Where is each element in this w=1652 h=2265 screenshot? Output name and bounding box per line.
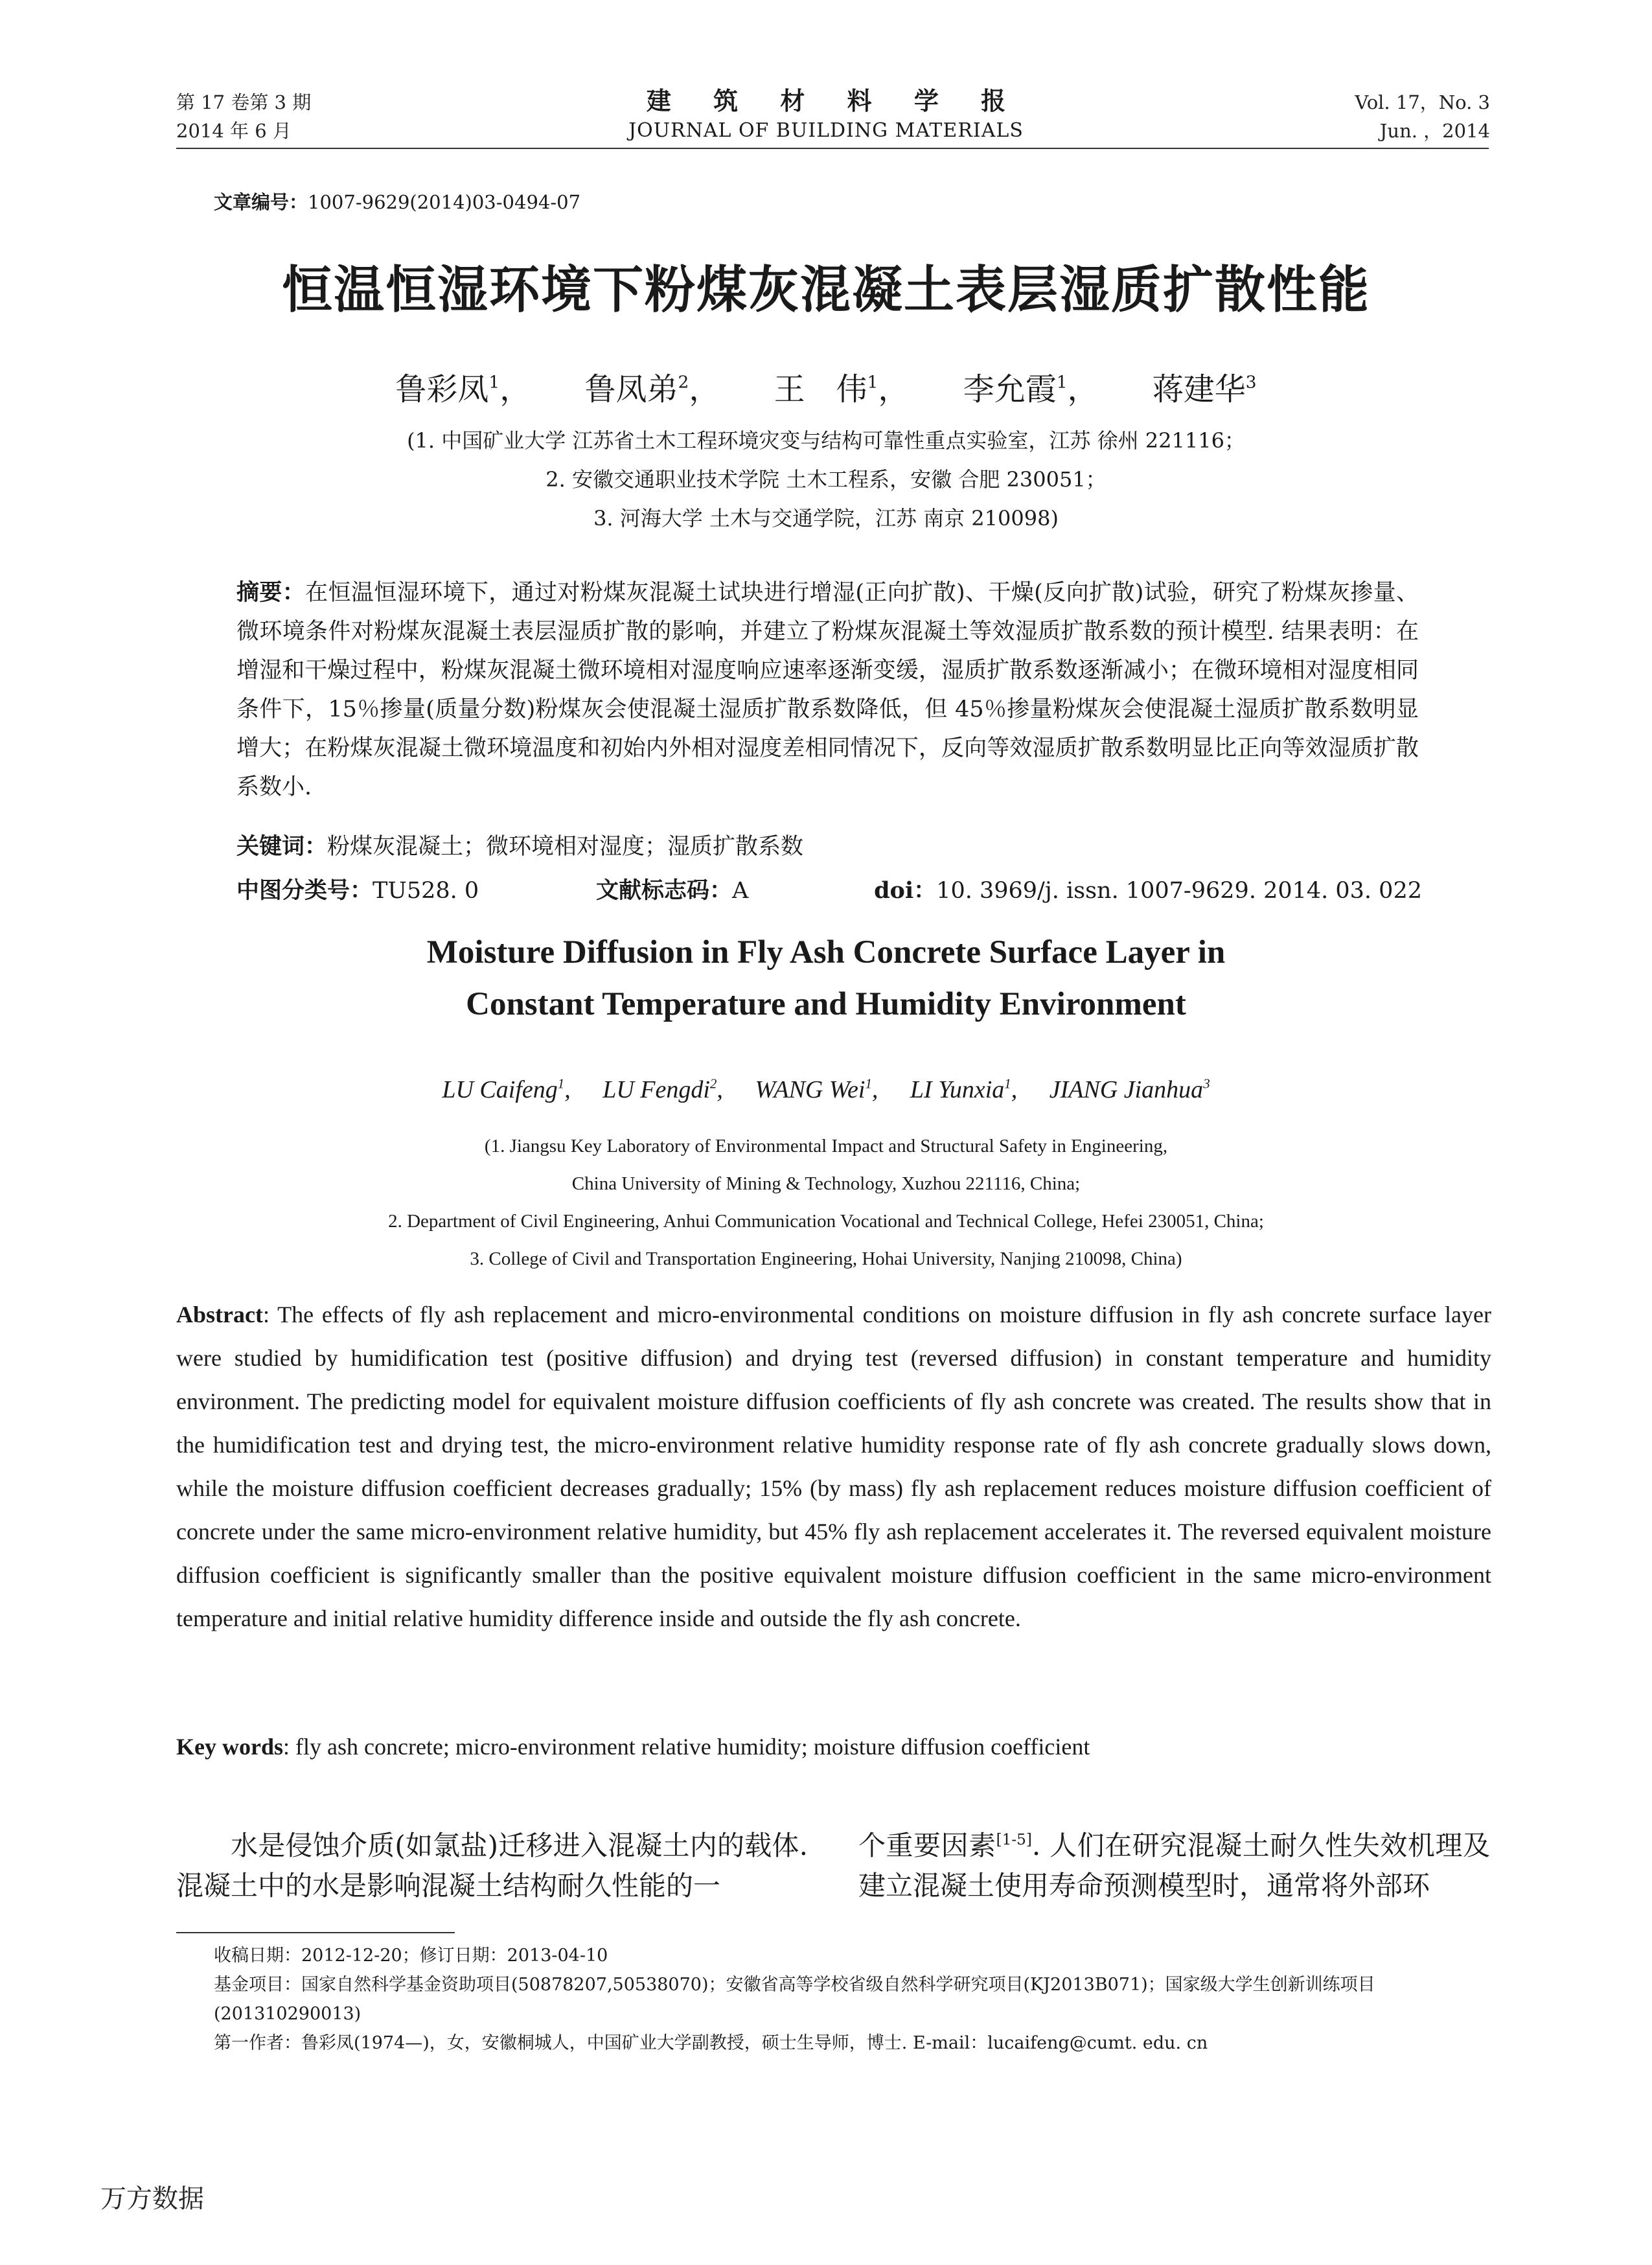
database-watermark: 万方数据 bbox=[100, 2184, 204, 2214]
affiliation-cn: 3. 河海大学 土木与交通学院，江苏 南京 210098) bbox=[593, 506, 1059, 531]
author-cn: 王 伟$^1$， bbox=[774, 371, 910, 408]
footnotes bbox=[214, 1941, 1490, 2058]
author-en: LU Caifeng$^1$, bbox=[442, 1075, 571, 1103]
article-number-label: 文章编号： bbox=[214, 191, 308, 213]
keywords-en: Key words: fly ash concrete; micro-environment relative humidity; moisture diffusion coefficient bbox=[176, 1734, 1090, 1760]
abstract-en: Abstract: The effects of fly ash replacement and micro-environmental conditions on moisture diffusion in fly ash concrete surface layer were studied by humidification test (positive diffusion) and drying test (reversed diffusion) in constant temperature and humidity environment. The predicting model for equivalent moisture diffusion coefficients of fly ash concrete was created. The results show that in the humidification test and drying test, the micro-environment relative humidity response rate of fly ash concrete gradually slows down, while the moisture diffusion coefficient decreases gradually; 15% (by mass) fly ash replacement reduces moisture diffusion coefficient of concrete under the same micro-environment relative humidity, but 45% fly ash replacement accelerates it. The reversed equivalent moisture diffusion coefficient is significantly smaller than the positive equivalent moisture diffusion coefficient in the same micro-environment temperature and initial relative humidity difference inside and outside the fly ash concrete. bbox=[176, 1302, 1491, 1631]
affiliation-en: 2. Department of Civil Engineering, Anhui Communication Vocational and Technical College, Hefei 230051, China; bbox=[388, 1211, 1264, 1232]
clc-number: 中图分类号：TU528. 0 bbox=[236, 878, 479, 904]
author-list-cn bbox=[0, 364, 1652, 409]
author-en: JIANG Jianhua$^3$ bbox=[1049, 1075, 1210, 1103]
header-volume-info-en bbox=[1355, 88, 1490, 145]
citation: [1-5] bbox=[996, 1831, 1032, 1848]
abstract-cn bbox=[236, 573, 1419, 807]
paper-title-en-line1: Moisture Diffusion in Fly Ash Concrete Surface Layer in bbox=[426, 934, 1226, 971]
footnote-funding: 基金项目：国家自然科学基金资助项目(50878207,50538070)；安徽省高等学校省级自然科学研究项目(KJ2013B071)；国家级大学生创新训练项目(201310290013) bbox=[214, 1975, 1375, 2024]
keywords-en-label: Key words bbox=[176, 1734, 283, 1760]
affiliation-en: 3. College of Civil and Transportation Engineering, Hohai University, Nanjing 210098, China) bbox=[470, 1248, 1182, 1269]
author-cn: 鲁凤弟$^2$， bbox=[584, 371, 720, 408]
abstract-en-label: Abstract bbox=[176, 1302, 263, 1328]
paper-title-cn: 恒温恒湿环境下粉煤灰混凝土表层湿质扩散性能 bbox=[281, 261, 1370, 319]
author-en: LI Yunxia$^1$, bbox=[910, 1075, 1018, 1103]
header-date: 2014 年 6 月 bbox=[176, 120, 292, 142]
keywords-cn-label: 关键词： bbox=[236, 834, 328, 860]
affiliation-cn: 2. 安徽交通职业技术学院 土木工程系，安徽 合肥 230051； bbox=[545, 467, 1107, 492]
paper-title-en bbox=[0, 926, 1652, 1030]
abstract-cn-label: 摘要： bbox=[236, 580, 306, 606]
footnote-first-author: 第一作者：鲁彩凤(1974—)，女，安徽桐城人，中国矿业大学副教授，硕士生导师，博士. E-mail：lucaifeng@cumt. edu. cn bbox=[214, 2033, 1208, 2053]
author-en: LU Fengdi$^2$, bbox=[602, 1075, 723, 1103]
affiliations-cn bbox=[0, 421, 1652, 538]
author-cn: 蒋建华$^3$ bbox=[1152, 371, 1257, 408]
abstract-cn-text: 在恒温恒湿环境下，通过对粉煤灰混凝土试块进行增湿(正向扩散)、干燥(反向扩散)试验，研究了粉煤灰掺量、微环境条件对粉煤灰混凝土表层湿质扩散的影响，并建立了粉煤灰混凝土等效湿质扩散系数的预计模型. 结果表明：在增湿和干燥过程中，粉煤灰混凝土微环境相对湿度响应速率逐渐变缓，湿质扩散系数逐渐减小；在微环境相对湿度相同条件下，15％掺量(质量分数)粉煤灰会使混凝土湿质扩散系数降低，但 45％掺量粉煤灰会使混凝土湿质扩散系数明显增大；在粉煤灰混凝土微环境温度和初始内外相对湿度差相同情况下，反向等效湿质扩散系数明显比正向等效湿质扩散系数小. bbox=[236, 580, 1419, 800]
author-list-en bbox=[0, 1075, 1652, 1104]
journal-name-en: JOURNAL OF BUILDING MATERIALS bbox=[628, 119, 1024, 142]
header-divider bbox=[176, 148, 1489, 149]
doi: doi：10. 3969/j. issn. 1007-9629. 2014. 03. 022 bbox=[874, 877, 1422, 904]
footnote-received: 收稿日期：2012-12-20；修订日期：2013-04-10 bbox=[214, 1946, 608, 1966]
article-number-value: 1007-9629(2014)03-0494-07 bbox=[308, 191, 581, 213]
keywords-en-text: fly ash concrete; micro-environment relative humidity; moisture diffusion coefficient bbox=[295, 1734, 1090, 1760]
author-en: WANG Wei$^1$, bbox=[755, 1075, 878, 1103]
article-number bbox=[214, 188, 580, 214]
body-text-left-column: 水是侵蚀介质(如氯盐)迁移进入混凝土内的载体. 混凝土中的水是影响混凝土结构耐久性能的一 bbox=[176, 1830, 808, 1902]
footnote-divider bbox=[176, 1932, 455, 1933]
header-volume: 第 17 卷第 3 期 bbox=[176, 91, 312, 113]
document-code: 文献标志码：A bbox=[596, 878, 749, 904]
paper-title-en-line2: Constant Temperature and Humidity Environment bbox=[466, 986, 1186, 1022]
journal-name-cn: 建 筑 材 料 学 报 bbox=[646, 86, 1023, 115]
author-cn: 李允霞$^1$， bbox=[963, 371, 1099, 408]
author-cn: 鲁彩凤$^1$， bbox=[395, 371, 531, 408]
keywords-cn-text: 粉煤灰混凝土；微环境相对湿度；湿质扩散系数 bbox=[327, 834, 804, 860]
keywords-cn bbox=[236, 831, 803, 863]
affiliations-en bbox=[0, 1127, 1652, 1278]
affiliation-cn: (1. 中国矿业大学 江苏省土木工程环境灾变与结构可靠性重点实验室，江苏 徐州 221116； bbox=[407, 428, 1245, 453]
abstract-en-text: The effects of fly ash replacement and micro-environmental conditions on moisture diffusion in fly ash concrete surface layer were studied by humidification test (positive diffusion) and drying test (reversed diffusion) in constant temperature and humidity environment. The predicting model for equivalent moisture diffusion coefficients of fly ash concrete was created. The results show that in the humidification test and drying test, the micro-environment relative humidity response rate of fly ash concrete gradually slows down, while the moisture diffusion coefficient decreases gradually; 15% (by mass) fly ash replacement reduces moisture diffusion coefficient of concrete under the same micro-environment relative humidity, but 45% fly ash replacement accelerates it. The reversed equivalent moisture diffusion coefficient is significantly smaller than the positive equivalent moisture diffusion coefficient in the same micro-environment temperature and initial relative humidity difference inside and outside the fly ash concrete. bbox=[176, 1302, 1491, 1631]
header-volume-en: Vol. 17，No. 3 bbox=[1355, 91, 1490, 113]
affiliation-en: China University of Mining & Technology, Xuzhou 221116, China; bbox=[571, 1173, 1081, 1194]
header-date-en: Jun. ，2014 bbox=[1379, 120, 1490, 142]
body-text-right-column: 个重要因素[1-5]. 人们在研究混凝土耐久性失效机理及建立混凝土使用寿命预测模型时，通常将外部环 bbox=[858, 1830, 1490, 1902]
affiliation-en: (1. Jiangsu Key Laboratory of Environmental Impact and Structural Safety in Engineering, bbox=[484, 1136, 1168, 1156]
